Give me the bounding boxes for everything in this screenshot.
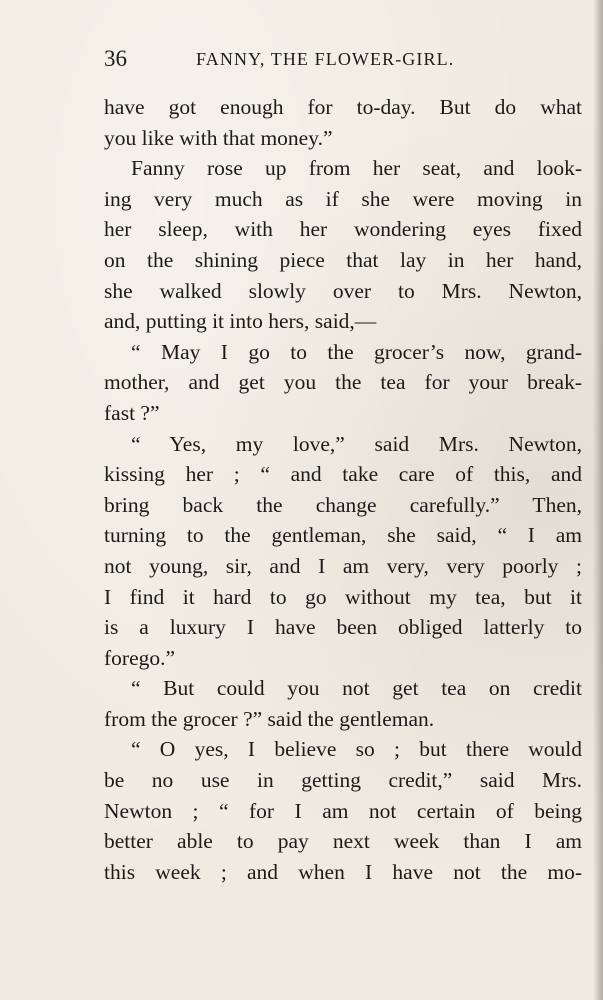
text-line: “ O yes, I believe so ; but there would — [131, 737, 582, 762]
text-line: forego.” — [104, 645, 176, 670]
text-line: ing very much as if she were moving in — [104, 186, 582, 211]
text-line: mother, and get you the tea for your break- — [104, 370, 582, 395]
text-line: her sleep, with her wondering eyes fixed — [104, 217, 582, 242]
text-line: Fanny rose up from her seat, and look- — [131, 156, 582, 181]
text-line: better able to pay next week than I am — [104, 829, 582, 854]
text-line: from the grocer ?” said the gentleman. — [104, 706, 435, 731]
text-line: not young, sir, and I am very, very poorly ; — [104, 553, 582, 578]
text-line: on the shining piece that lay in her hand, — [104, 247, 582, 272]
body-text — [104, 92, 582, 887]
text-line: this week ; and when I have not the mo- — [104, 859, 582, 884]
text-line: kissing her ; “ and take care of this, and — [104, 462, 582, 487]
text-line: “ But could you not get tea on credit — [131, 676, 582, 701]
text-line: “ Yes, my love,” said Mrs. Newton, — [131, 431, 582, 456]
text-line: she walked slowly over to Mrs. Newton, — [104, 278, 582, 303]
text-line: I find it hard to go without my tea, but it — [104, 584, 582, 609]
page-number: 36 — [104, 46, 127, 71]
text-line: “ May I go to the grocer’s now, grand- — [131, 339, 582, 364]
text-line: Newton ; “ for I am not certain of being — [104, 798, 582, 823]
page-header — [104, 46, 544, 76]
text-line: and, putting it into hers, said,— — [104, 309, 377, 334]
text-line: bring back the change carefully.” Then, — [104, 492, 582, 517]
text-line: fast ?” — [104, 400, 160, 425]
page-edge-shadow — [593, 0, 603, 1000]
text-line: you like with that money.” — [104, 125, 333, 150]
text-line: have got enough for to-day. But do what — [104, 95, 582, 119]
text-line: turning to the gentleman, she said, “ I am — [104, 523, 582, 548]
text-line: be no use in getting credit,” said Mrs. — [104, 768, 582, 793]
text-line: is a luxury I have been obliged latterly to — [104, 615, 582, 640]
running-title: FANNY, THE FLOWER-GIRL. — [196, 49, 455, 69]
